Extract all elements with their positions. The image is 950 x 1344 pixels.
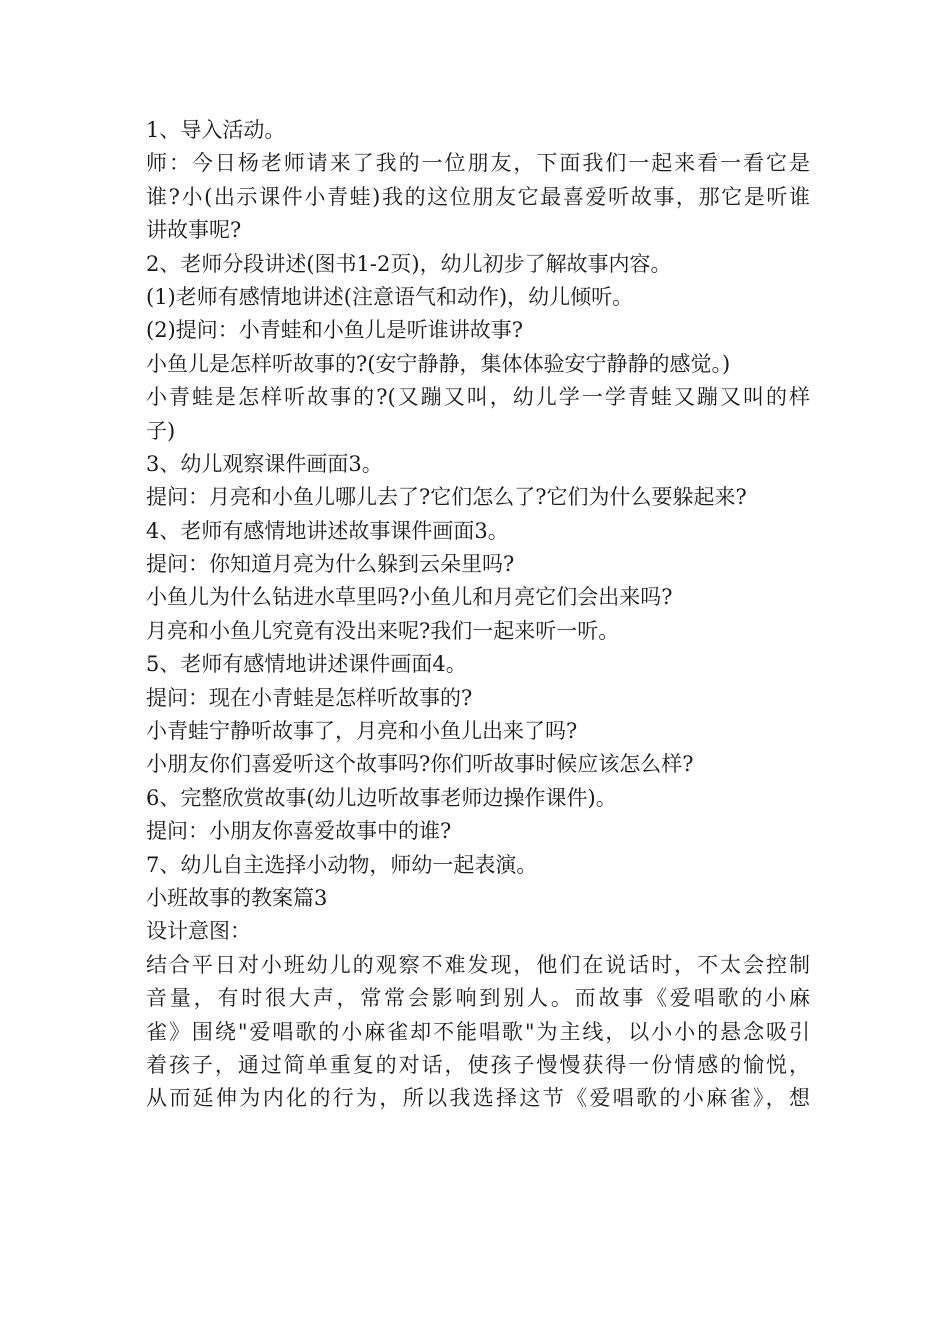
text-line: 音量，有时很大声，常常会影响到别人。而故事《爱唱歌的小麻 — [146, 986, 810, 1011]
text-line: 提问：现在小青蛙是怎样听故事的? — [146, 685, 473, 710]
text-line: 提问：小朋友你喜爱故事中的谁? — [146, 819, 452, 844]
text-line: 5、老师有感情地讲述课件画面4。 — [146, 652, 467, 677]
text-line: 从而延伸为内化的行为，所以我选择这节《爱唱歌的小麻雀》，想 — [146, 1086, 810, 1111]
text-line: 月亮和小鱼儿究竟有没出来呢?我们一起来听一听。 — [146, 618, 620, 643]
text-line: (1)老师有感情地讲述(注意语气和动作)，幼儿倾听。 — [146, 284, 634, 309]
text-line: 师：今日杨老师请来了我的一位朋友，下面我们一起来看一看它是 — [146, 151, 810, 176]
text-line: (2)提问：小青蛙和小鱼儿是听谁讲故事? — [146, 318, 524, 343]
text-line: 提问：月亮和小鱼儿哪儿去了?它们怎么了?它们为什么要躲起来? — [146, 485, 747, 510]
section-heading: 小班故事的教案篇3 — [146, 885, 328, 910]
text-line: 着孩子，通过简单重复的对话，使孩子慢慢获得一份情感的愉悦， — [146, 1052, 810, 1077]
text-line: 结合平日对小班幼儿的观察不难发现，他们在说话时，不太会控制 — [146, 952, 810, 977]
text-line: 1、导入活动。 — [146, 118, 286, 142]
text-line: 小青蛙宁静听故事了，月亮和小鱼儿出来了吗? — [146, 719, 578, 744]
text-line: 子) — [146, 418, 176, 443]
text-line: 2、老师分段讲述(图书1-2页)，幼儿初步了解故事内容。 — [146, 251, 672, 276]
document-body — [146, 114, 810, 1116]
text-line: 小鱼儿为什么钻进水草里吗?小鱼儿和月亮它们会出来吗? — [146, 585, 673, 610]
text-line: 3、幼儿观察课件画面3。 — [146, 451, 383, 476]
text-line: 提问：你知道月亮为什么躲到云朵里吗? — [146, 552, 515, 577]
text-line: 小青蛙是怎样听故事的?(又蹦又叫，幼儿学一学青蛙又蹦又叫的样 — [146, 385, 810, 410]
text-line: 谁?小(出示课件小青蛙)我的这位朋友它最喜爱听故事，那它是听谁 — [146, 184, 810, 209]
text-line: 讲故事呢? — [146, 218, 242, 243]
text-line: 雀》围绕"爱唱歌的小麻雀却不能唱歌"为主线，以小小的悬念吸引 — [146, 1019, 810, 1044]
text-line: 小朋友你们喜爱听这个故事吗?你们听故事时候应该怎么样? — [146, 752, 694, 777]
text-line: 4、老师有感情地讲述故事课件画面3。 — [146, 518, 509, 543]
text-line: 设计意图： — [146, 919, 251, 944]
text-line: 7、幼儿自主选择小动物，师幼一起表演。 — [146, 852, 538, 877]
text-line: 小鱼儿是怎样听故事的?(安宁静静，集体体验安宁静静的感觉。) — [146, 351, 731, 376]
text-line: 6、完整欣赏故事(幼儿边听故事老师边操作课件)。 — [146, 785, 617, 810]
